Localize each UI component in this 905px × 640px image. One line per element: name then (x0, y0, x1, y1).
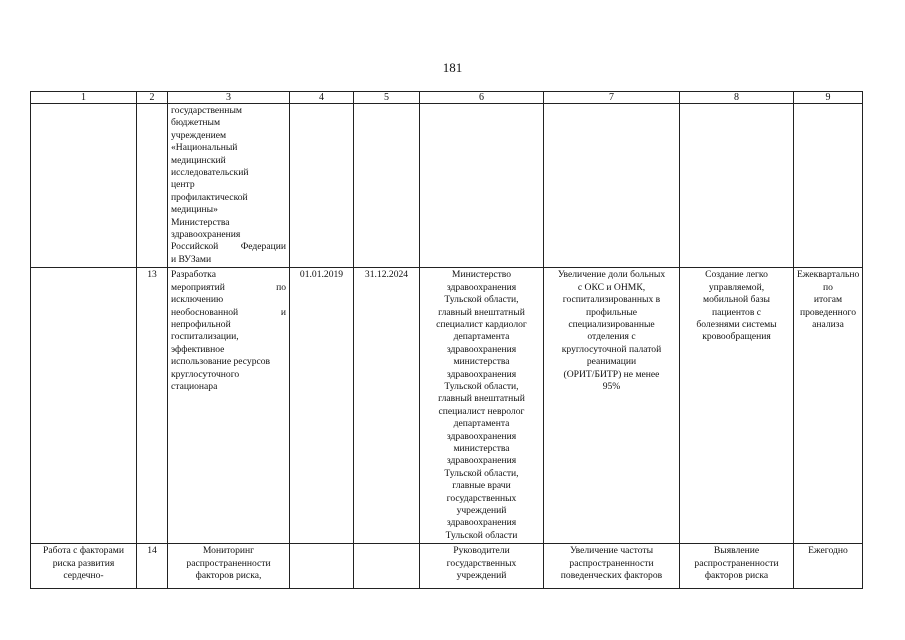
header-cell: 4 (290, 92, 354, 104)
header-cell: 7 (544, 92, 680, 104)
indicator-cell (544, 104, 680, 268)
table-row-continued (31, 104, 863, 268)
end-date-cell: 31.12.2024 (354, 268, 420, 544)
header-row (31, 92, 863, 104)
direction-cell (31, 268, 137, 544)
responsible-cell: Руководители государственных учреждений (420, 544, 544, 589)
end-date-cell (354, 544, 420, 589)
indicator-cell: Увеличение доли больных с ОКС и ОНМК, госпитализированных в профильные специализированные отделения с круглосуточной палатой реанимации (ОРИТ/БИТР) не менее 95% (544, 268, 680, 544)
page-number: 181 (442, 60, 463, 75)
control-cell: Ежеквартально по итогам проведенного анализа (794, 268, 863, 544)
responsible-cell (420, 104, 544, 268)
event-cell: Разработка мероприятий по исключению необоснованной и непрофильной госпитализации, эффективное использование ресурсов круглосуточного стационара (168, 268, 290, 544)
header-cell: 8 (680, 92, 794, 104)
header-cell: 9 (794, 92, 863, 104)
event-cell: государственным бюджетным учреждением «Национальный медицинский исследовательский центр профилактической медицины» Министерства здравоохранения Российской Федерации и ВУЗами (168, 104, 290, 268)
table-row-13 (31, 268, 863, 544)
start-date-cell: 01.01.2019 (290, 268, 354, 544)
indicator-cell: Увеличение частоты распространенности поведенческих факторов (544, 544, 680, 589)
control-cell (794, 104, 863, 268)
result-cell: Создание легко управляемой, мобильной базы пациентов с болезнями системы кровообращения (680, 268, 794, 544)
header-cell: 6 (420, 92, 544, 104)
number-cell (137, 104, 168, 268)
end-date-cell (354, 104, 420, 268)
direction-cell: Работа с факторами риска развития сердечно- (31, 544, 137, 589)
header-cell: 5 (354, 92, 420, 104)
number-cell: 14 (137, 544, 168, 589)
responsible-cell: Министерство здравоохранения Тульской области, главный внештатный специалист кардиолог департамента здравоохранения министерства здравоохранения Тульской области, главный внештатный специалист невролог департамента здравоохранения министерства здравоохранения Тульской области, главные врачи государственных учреждений здравоохранения Тульской области (420, 268, 544, 544)
result-cell: Выявление распространенности факторов риска (680, 544, 794, 589)
control-cell: Ежегодно (794, 544, 863, 589)
header-cell: 3 (168, 92, 290, 104)
start-date-cell (290, 104, 354, 268)
header-cell: 1 (31, 92, 137, 104)
header-cell: 2 (137, 92, 168, 104)
table-row-14 (31, 544, 863, 589)
plan-table (30, 91, 863, 589)
start-date-cell (290, 544, 354, 589)
result-cell (680, 104, 794, 268)
event-cell: Мониторинг распространенности факторов риска, (168, 544, 290, 589)
direction-cell (31, 104, 137, 268)
number-cell: 13 (137, 268, 168, 544)
